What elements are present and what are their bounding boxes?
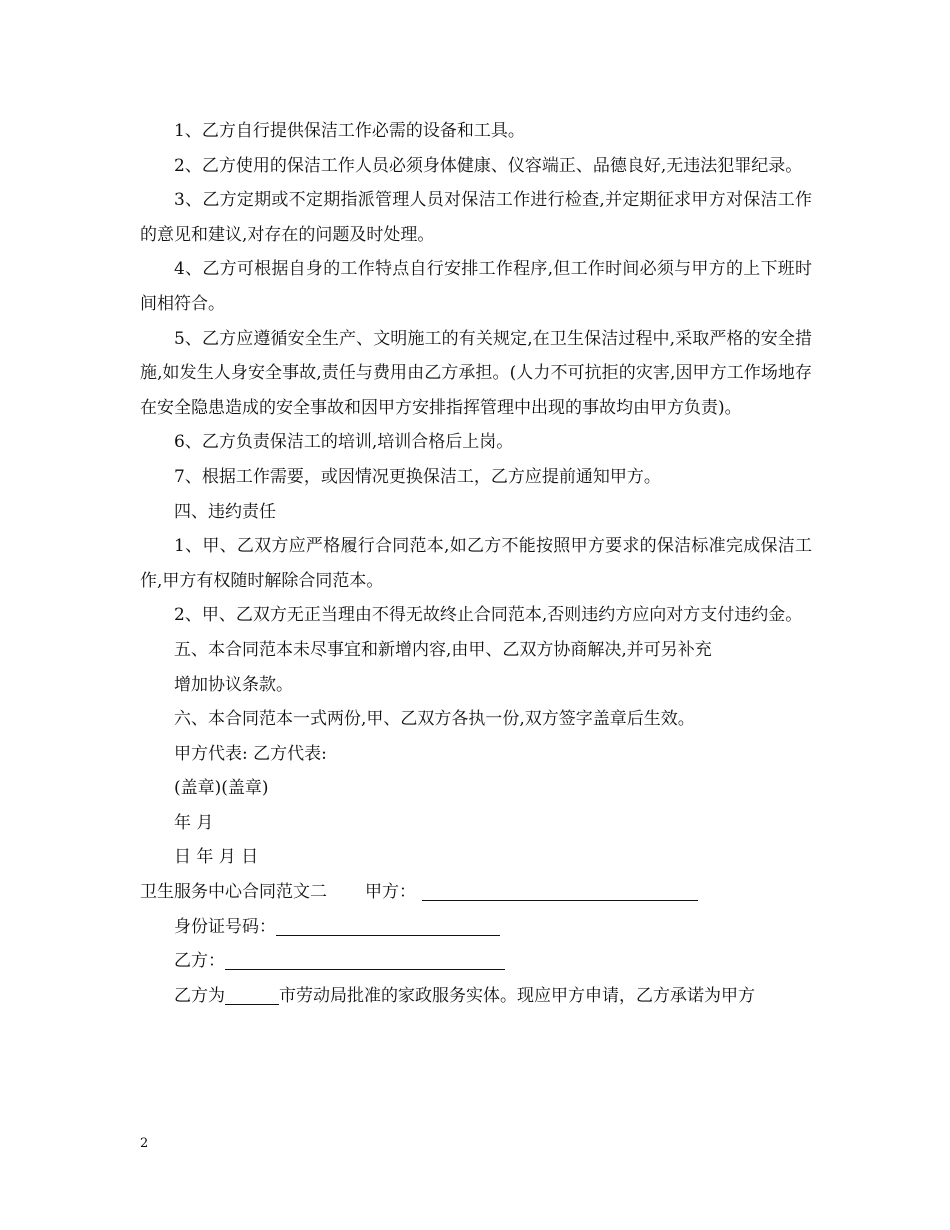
second-contract-header [140, 875, 812, 910]
section-heading-breach: 四、违约责任 [174, 501, 276, 522]
breach-clause-2: 2、甲、乙双方无正当理由不得无故终止合同范本,否则违约方应向对方支付违约金。 [174, 605, 803, 626]
city-blank [225, 986, 279, 1005]
id-number-label: 身份证号码： [174, 916, 276, 937]
id-number-blank [276, 917, 500, 936]
paragraph-6: 6、乙方负责保洁工的培训,培训合格后上岗。 [174, 432, 514, 453]
second-contract-title: 卫生服务中心合同范文二 [140, 882, 327, 903]
representatives-line: 甲方代表: 乙方代表: [174, 743, 327, 764]
paragraph-4: 4、乙方可根据自身的工作特点自行安排工作程序,但工作时间必须与甲方的上下班时间相符合。 [140, 259, 812, 314]
paragraph-1: 1、乙方自行提供保洁工作必需的设备和工具。 [174, 121, 525, 141]
clause-5-continued: 增加协议条款。 [174, 674, 293, 695]
party-a-blank [422, 882, 698, 901]
service-entity-suffix: 市劳动局批准的家政服务实体。现应甲方申请，乙方承诺为甲方 [279, 985, 755, 1006]
breach-clause-1: 1、甲、乙双方应严格履行合同范本,如乙方不能按照甲方要求的保洁标准完成保洁工作,甲方有权随时解除合同范本。 [140, 536, 812, 591]
document-body [140, 114, 812, 1013]
service-entity-line [140, 979, 812, 1014]
date-line-2: 日 年 月 日 [174, 847, 259, 868]
seal-line: (盖章)(盖章) [174, 778, 269, 799]
party-a-label: 甲方： [365, 882, 416, 903]
page-number: 2 [140, 1136, 149, 1151]
paragraph-7: 7、根据工作需要，或因情况更换保洁工，乙方应提前通知甲方。 [174, 466, 661, 487]
party-b-line [140, 944, 812, 979]
clause-5: 五、本合同范本未尽事宜和新增内容,由甲、乙双方协商解决,并可另补充 [174, 639, 712, 660]
date-line-1: 年 月 [174, 812, 214, 833]
party-b-label: 乙方： [174, 951, 225, 972]
paragraph-5: 5、乙方应遵循安全生产、文明施工的有关规定,在卫生保洁过程中,采取严格的安全措施,如发生人身安全事故,责任与费用由乙方承担。(人力不可抗拒的灾害,因甲方工作场地存在安全隐患造成的安全事故和因甲方安排指挥管理中出现的事故均由甲方负责)。 [140, 328, 812, 418]
paragraph-2: 2、乙方使用的保洁工作人员必须身体健康、仪容端正、品德良好,无违法犯罪纪录。 [174, 155, 803, 176]
service-entity-prefix: 乙方为 [174, 985, 225, 1006]
paragraph-3: 3、乙方定期或不定期指派管理人员对保洁工作进行检查,并定期征求甲方对保洁工作的意见和建议,对存在的问题及时处理。 [140, 190, 812, 245]
party-b-blank [225, 951, 505, 970]
clause-6: 六、本合同范本一式两份,甲、乙双方各执一份,双方签字盖章后生效。 [174, 709, 695, 730]
id-number-line [140, 910, 812, 945]
